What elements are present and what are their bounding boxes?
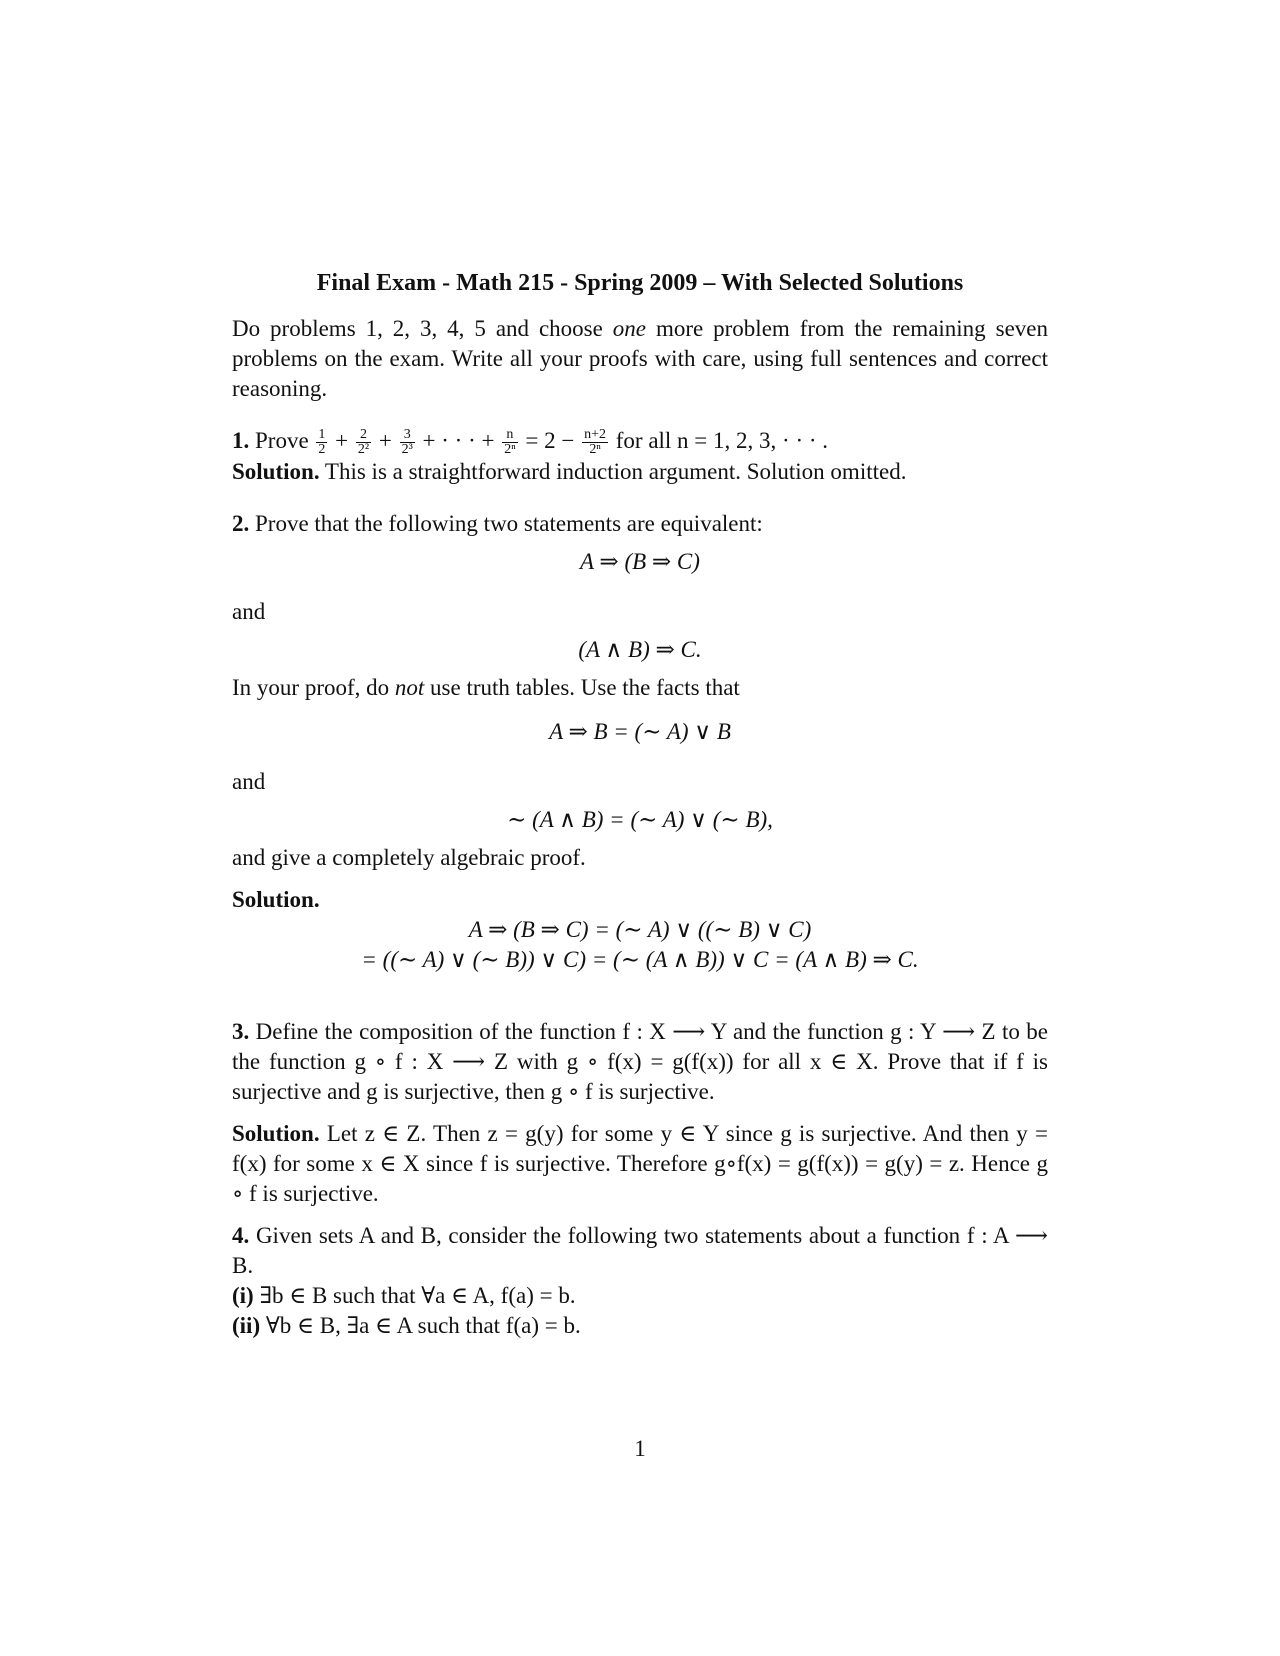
fraction: $\frac{2}{\text{2²}}$: [357, 427, 370, 458]
problem-number: 4.: [232, 1223, 250, 1249]
equation: A ⇒ B = (∼ A) ∨ B: [549, 719, 731, 745]
equation: A ⇒ (B ⇒ C): [580, 549, 700, 575]
exam-content: [232, 268, 1048, 1341]
fraction: $\frac{3}{\text{2³}}$: [401, 427, 413, 458]
proof-instructions: In your proof, do not use truth tables. Use the facts that: [232, 675, 740, 701]
problem-4: 4. Given sets A and B, consider the following two statements about a function f : A ⟶ B.: [232, 1223, 1049, 1279]
problem-2: 2. Prove that the following two statements are equivalent:: [232, 511, 763, 537]
equation: ∼ (A ∧ B) = (∼ A) ∨ (∼ B),: [507, 807, 773, 833]
statement-i: (i) ∃b ∈ B such that ∀a ∈ A, f(a) = b.: [232, 1283, 576, 1309]
fraction: $\frac{1}{2}$: [318, 427, 326, 458]
instructions: Do problems 1, 2, 3, 4, 5 and choose one more problem from the remaining seven problems on the exam. Write all your proofs with care, using full sentences and correct reasoning.: [232, 316, 1048, 401]
instruction-text: and give a completely algebraic proof.: [232, 845, 586, 871]
statement-ii: (ii) ∀b ∈ B, ∃a ∈ A such that f(a) = b.: [232, 1313, 581, 1339]
problem-number: 1.: [232, 428, 250, 453]
connector-text: and: [232, 769, 266, 795]
problem-3: 3. Define the composition of the function f : X ⟶ Y and the function g : Y ⟶ Z to be the function g ∘ f : X ⟶ Z with g ∘ f(x) = g(f(x)) for all x ∈ X. Prove that if f is surjective and g is surjective, then g ∘ f is surjective.: [232, 1019, 1048, 1105]
problem-1: 1. Prove $\frac{1}{2}$ + $\frac{2}{\text{2²}}$ + $\frac{3}{\text{2³}}$ + · · · + $\frac{n}{\text{2ⁿ}}$ = 2 − $\frac{n+2}{\text{2ⁿ}}$ for all n = 1, 2, 3, · · · .: [232, 427, 829, 458]
equation: = ((∼ A) ∨ (∼ B)) ∨ C) = (∼ (A ∧ B)) ∨ C = (A ∧ B) ⇒ C.: [361, 947, 919, 973]
page-number: 1: [634, 1436, 646, 1461]
connector-text: and: [232, 599, 266, 625]
fraction: $\frac{n}{\text{2ⁿ}}$: [504, 427, 516, 458]
problem-number: 3.: [232, 1019, 250, 1045]
fraction: $\frac{n+2}{\text{2ⁿ}}$: [584, 427, 606, 458]
problem-number: 2.: [232, 511, 250, 537]
solution-1: Solution. This is a straightforward induction argument. Solution omitted.: [232, 459, 907, 485]
equation: (A ∧ B) ⇒ C.: [578, 637, 702, 663]
solution-3: Solution. Let z ∈ Z. Then z = g(y) for some y ∈ Y since g is surjective. And then y = f(x) for some x ∈ X since f is surjective. Therefore g∘f(x) = g(f(x)) = g(y) = z. Hence g ∘ f is surjective.: [232, 1121, 1049, 1207]
page-title: Final Exam - Math 215 - Spring 2009 – With Selected Solutions: [316, 270, 964, 296]
solution-2: Solution.: [232, 887, 320, 913]
equation: A ⇒ (B ⇒ C) = (∼ A) ∨ ((∼ B) ∨ C): [468, 917, 812, 943]
